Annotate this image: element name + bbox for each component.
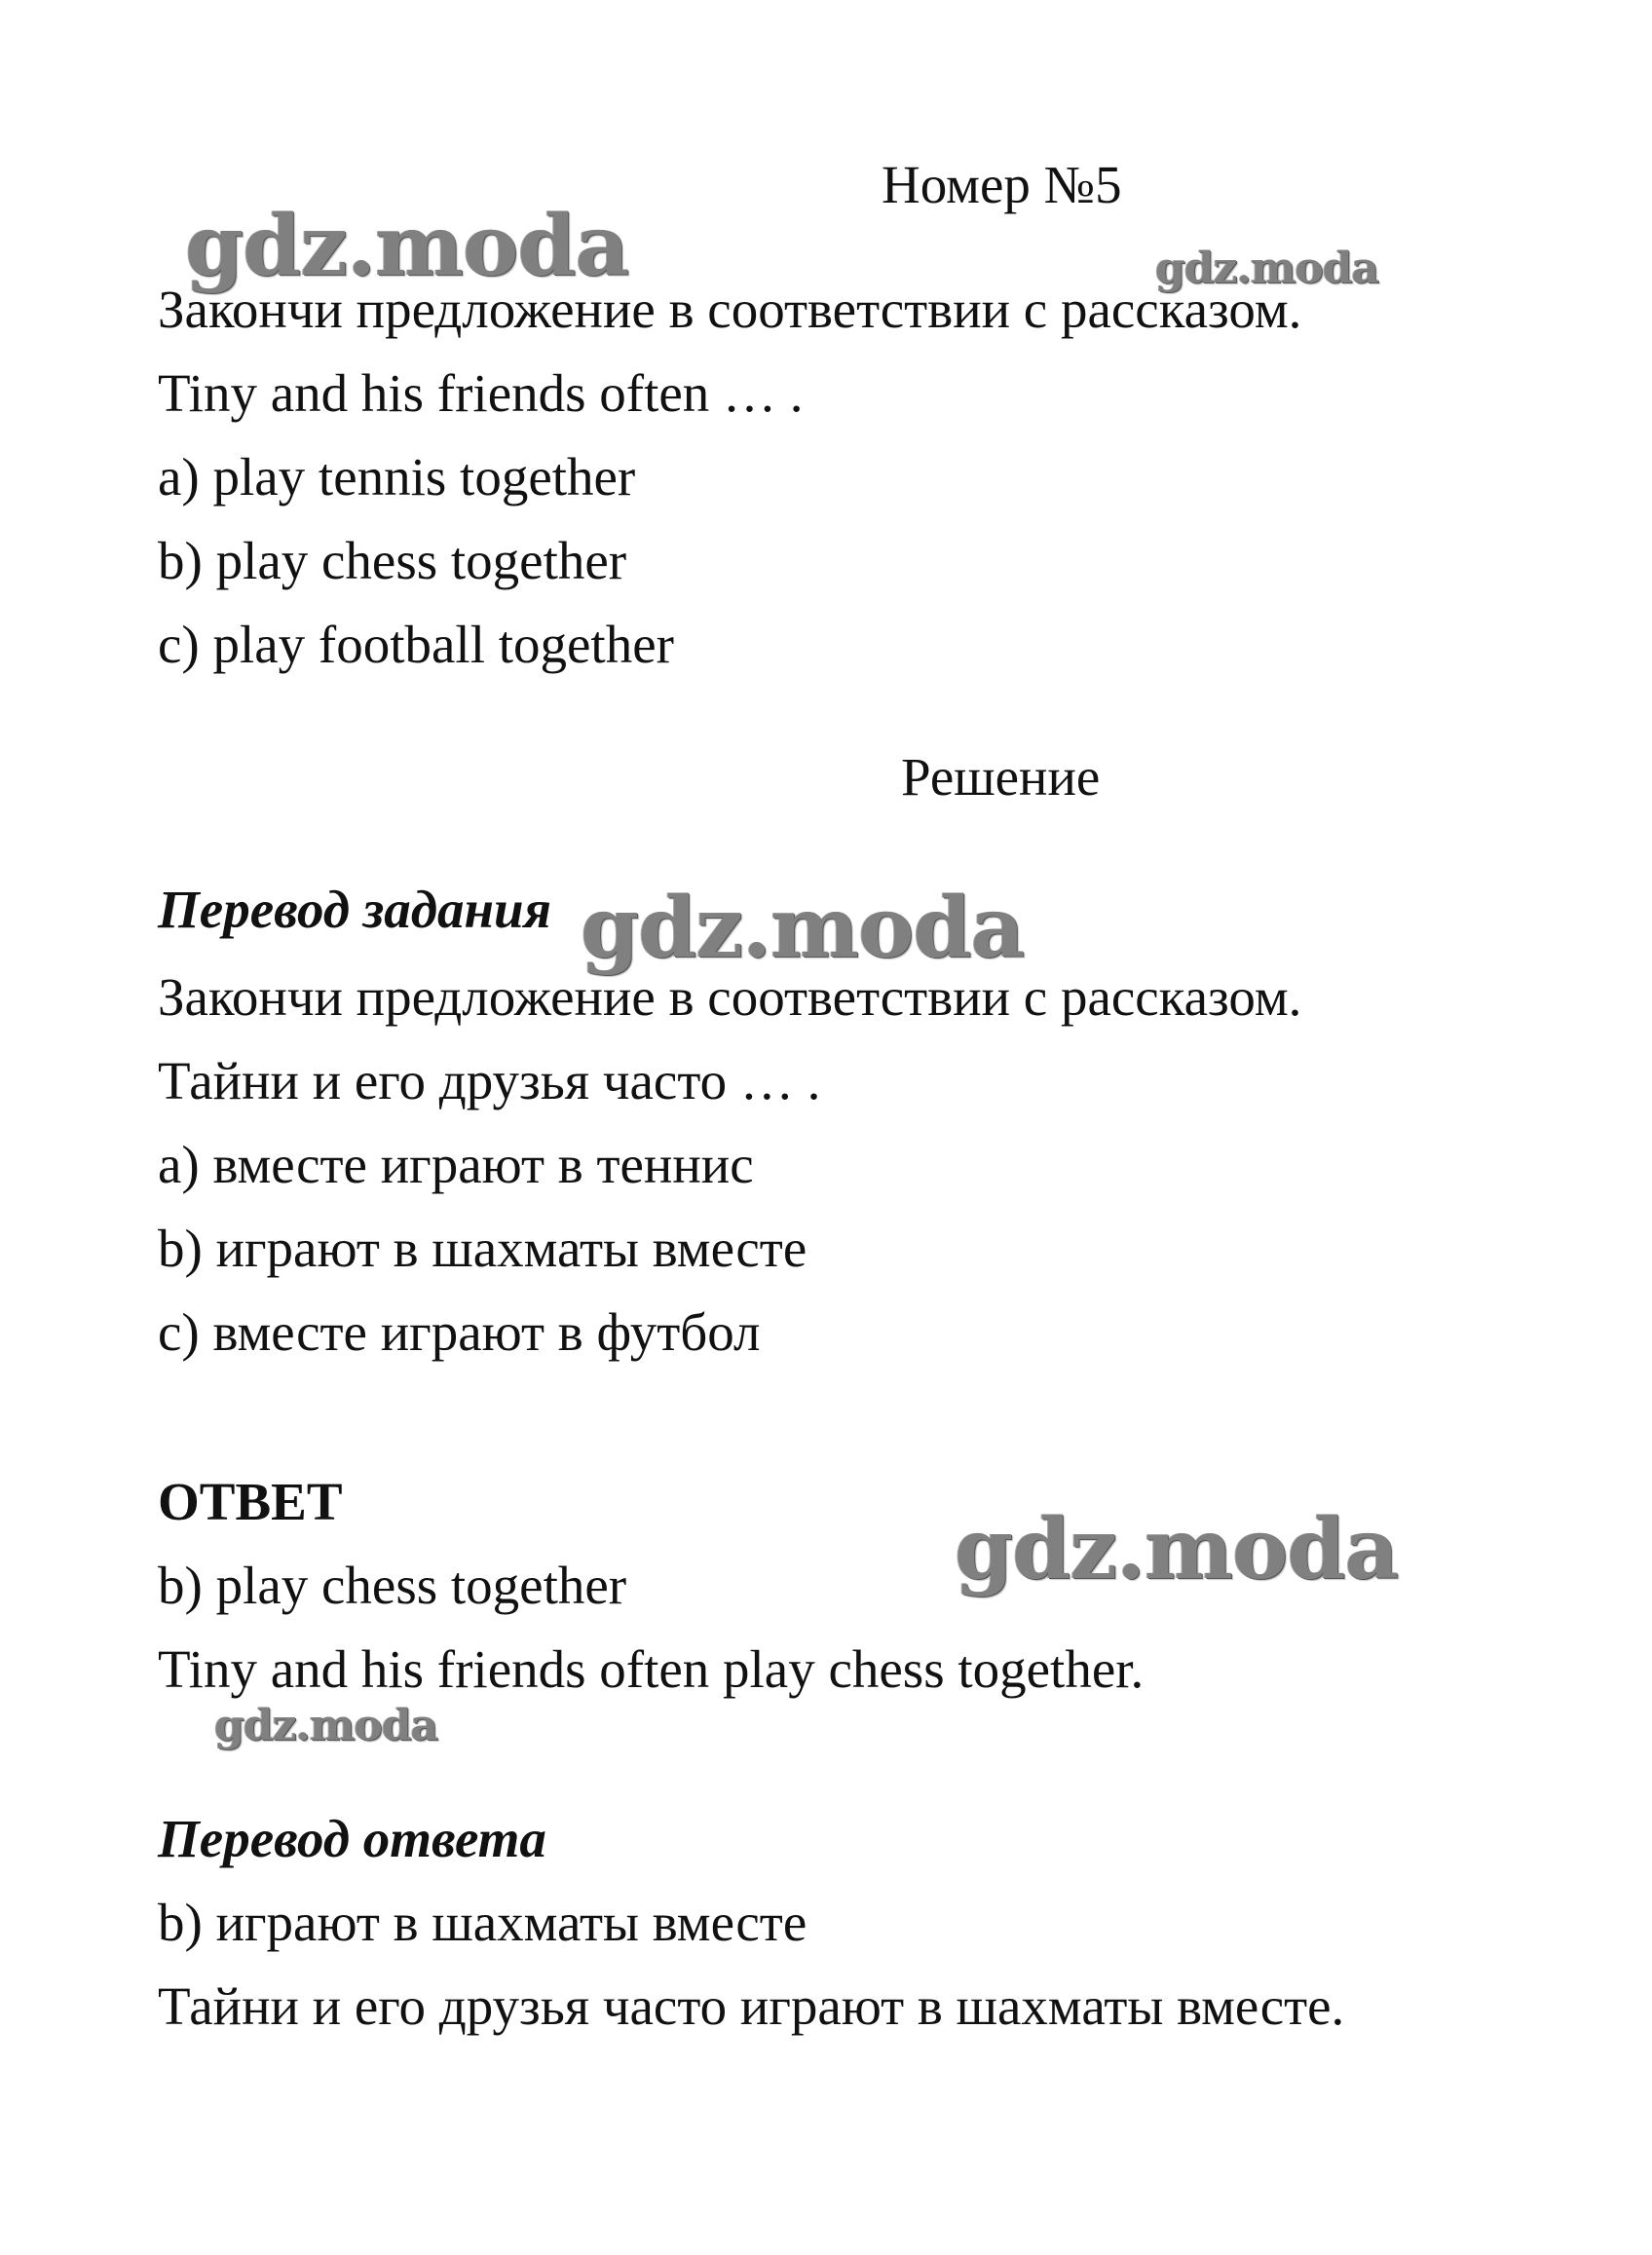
page-title: Номер №5 — [882, 155, 1122, 214]
answer-choice: b) play chess together — [158, 1556, 627, 1615]
answer-sentence: Tiny and his friends often play chess together. — [158, 1639, 1145, 1699]
task-translation-heading: Перевод задания — [158, 880, 551, 939]
task-instruction: Закончи предложение в соответствии с рассказом. — [158, 280, 1302, 339]
answer-translation-choice: b) играют в шахматы вместе — [158, 1893, 807, 1952]
task-sentence: Tiny and his friends often … . — [158, 363, 804, 423]
answer-translation-heading: Перевод ответа — [158, 1809, 546, 1868]
watermark-logo: gdz.moda — [955, 1500, 1399, 1598]
watermark-logo: gdz.moda — [214, 1701, 438, 1750]
watermark-logo: gdz.moda — [1155, 244, 1379, 293]
task-translation-instruction: Закончи предложение в соответствии с рассказом. — [158, 967, 1302, 1027]
task-option-a: a) play tennis together — [158, 447, 636, 507]
task-translation-option-a: a) вместе играют в теннис — [158, 1135, 754, 1194]
task-translation-option-c: c) вместе играют в футбол — [158, 1302, 761, 1362]
task-translation-option-b: b) играют в шахматы вместе — [158, 1219, 807, 1278]
watermark-logo: gdz.moda — [581, 879, 1025, 977]
task-translation-sentence: Тайни и его друзья часто … . — [158, 1051, 821, 1110]
task-option-c: c) play football together — [158, 615, 674, 674]
task-option-b: b) play chess together — [158, 531, 627, 590]
answer-translation-sentence: Тайни и его друзья часто играют в шахматы вместе. — [158, 1976, 1345, 2036]
answer-heading: ОТВЕТ — [158, 1472, 343, 1531]
solution-heading: Решение — [901, 747, 1101, 807]
watermark-logo: gdz.moda — [185, 197, 629, 295]
